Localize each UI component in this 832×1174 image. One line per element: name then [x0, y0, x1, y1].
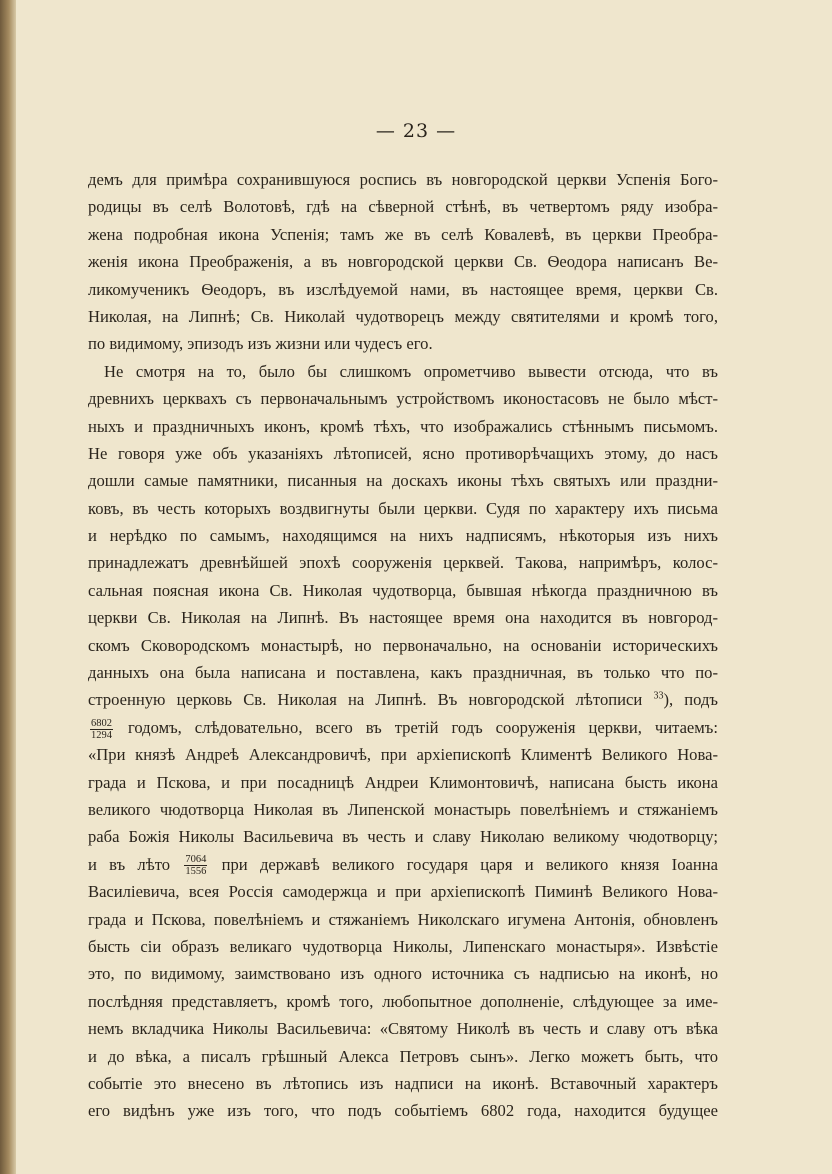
text-line: родицы въ селѣ Волотовѣ, гдѣ на сѣверной стѣнѣ, въ четвертомъ ряду изобра- — [88, 197, 718, 217]
text-line: града и Пскова, повелѣніемъ и стяжаніемъ Николскаго игумена Антонія, обновленъ — [88, 909, 718, 929]
text-line: раба Божія Николы Васильевича въ честь и славу Николаю великому чюдотворцу; — [88, 827, 718, 847]
text-line: послѣдняя представляетъ, кромѣ того, любопытное дополненіе, слѣдующее за име- — [88, 991, 718, 1011]
text-line: данныхъ она была написана и поставлена, какъ праздничная, въ только что по- — [88, 663, 718, 683]
text-line: это, по видимому, заимствовано изъ одного источника съ надписью на иконѣ, но — [88, 964, 718, 984]
footnote-marker: 33 — [653, 690, 664, 702]
text-line: скомъ Сковородскомъ монастырѣ, но первоначально, на основаніи историческихъ — [88, 635, 718, 655]
text-line: жена подробная икона Успенія; тамъ же въ селѣ Ковалевѣ, въ церкви Преобра- — [88, 224, 718, 244]
text-line-with-fraction — [88, 851, 718, 878]
text-line: демъ для примѣра сохранившуюся роспись въ новгородской церкви Успенія Бого- — [88, 170, 718, 189]
page-number: — 23 — — [375, 120, 457, 142]
text-line: и до вѣка, а писалъ грѣшный Алекса Петровъ сынъ». Легко можетъ быть, что — [88, 1046, 718, 1066]
binding-edge — [0, 0, 16, 1174]
text-line: великого чюдотворца Николая въ Липенской монастырь повелѣніемъ и стяжаніемъ — [88, 799, 718, 819]
text-segment: и въ лѣто — [88, 854, 171, 874]
text-line: сальная поясная икона Св. Николая чудотворца, бывшая нѣкогда праздничною въ — [88, 580, 718, 600]
text-line-with-fraction — [88, 714, 718, 741]
text-line: Не говоря уже объ указаніяхъ лѣтописей, ясно противорѣчащихъ этому, до насъ — [88, 443, 718, 463]
fraction-numerator: 6802 — [91, 717, 112, 729]
text-line: «При князѣ Андреѣ Александровичѣ, при архіепископѣ Климентѣ Великого Нова- — [88, 745, 718, 765]
text-line: Василіевича, всея Россія самодержца и при архіепископѣ Пиминѣ Великого Нова- — [88, 882, 718, 902]
text-segment: ), подъ — [663, 690, 718, 710]
fraction-denominator: 1294 — [91, 729, 112, 741]
text-line: его видѣнъ уже изъ того, что подъ событіемъ 6802 года, находится будущее — [88, 1101, 718, 1121]
text-line: ковъ, въ честь которыхъ воздвигнуты были церкви. Судя по характеру ихъ письма — [88, 498, 718, 518]
text-line: немъ вкладчика Николы Васильевича: «Святому Николѣ въ честь и славу отъ вѣка — [88, 1019, 718, 1039]
text-line: бысть сіи образъ великаго чудотворца Николы, Липенскаго монастыря». Извѣстіе — [88, 936, 718, 956]
date-fraction — [90, 718, 113, 741]
body-text — [88, 166, 718, 1125]
fraction-denominator: 1556 — [185, 866, 207, 878]
text-line: и нерѣдко по самымъ, находящимся на нихъ надписямъ, нѣкоторыя изъ нихъ — [88, 526, 718, 546]
text-line: ликомученикъ Ѳеодоръ, въ изслѣдуемой нами, въ настоящее время, церкви Св. — [88, 279, 718, 299]
text-line: дошли самые памятники, писанныя на доскахъ иконы тѣхъ святыхъ или праздни- — [88, 471, 718, 491]
text-line: Николая, на Липнѣ; Св. Николай чудотворецъ между святителями и кромѣ того, — [88, 306, 718, 326]
text-line: древнихъ церквахъ съ первоначальнымъ устройствомъ иконостасовъ не было мѣст- — [88, 389, 718, 409]
text-line: Не смотря на то, было бы слишкомъ опрометчиво вывести отсюда, что въ — [104, 361, 718, 381]
fraction-numerator: 7064 — [185, 854, 207, 866]
text-line: града и Пскова, и при посадницѣ Андреи Климонтовичѣ, написана бысть икона — [88, 772, 718, 792]
text-line-with-footnote — [88, 686, 718, 713]
text-segment: при державѣ великого государя царя и великого князя Іоанна — [221, 854, 718, 874]
text-line: событіе это внесено въ лѣтопись изъ надписи на иконѣ. Вставочный характеръ — [88, 1073, 718, 1093]
text-segment: годомъ, слѣдовательно, всего въ третій годъ сооруженія церкви, читаемъ: — [127, 717, 718, 737]
text-line: женія икона Преображенія, а въ новгородской церкви Св. Ѳеодора написанъ Ве- — [88, 252, 718, 272]
text-line: принадлежатъ древнѣйшей эпохѣ сооруженія церквей. Такова, напримѣръ, колос- — [88, 553, 718, 573]
text-segment: строенную церковь Св. Николая на Липнѣ. Въ новгородской лѣтописи — [88, 690, 643, 710]
date-fraction — [184, 854, 207, 877]
text-line: церкви Св. Николая на Липнѣ. Въ настоящее время она находится въ новгород- — [88, 608, 718, 628]
text-line: по видимому, эпизодъ изъ жизни или чудесъ его. — [88, 334, 433, 354]
text-line: ныхъ и праздничныхъ иконъ, кромѣ тѣхъ, что изображались стѣннымъ письмомъ. — [88, 416, 718, 436]
